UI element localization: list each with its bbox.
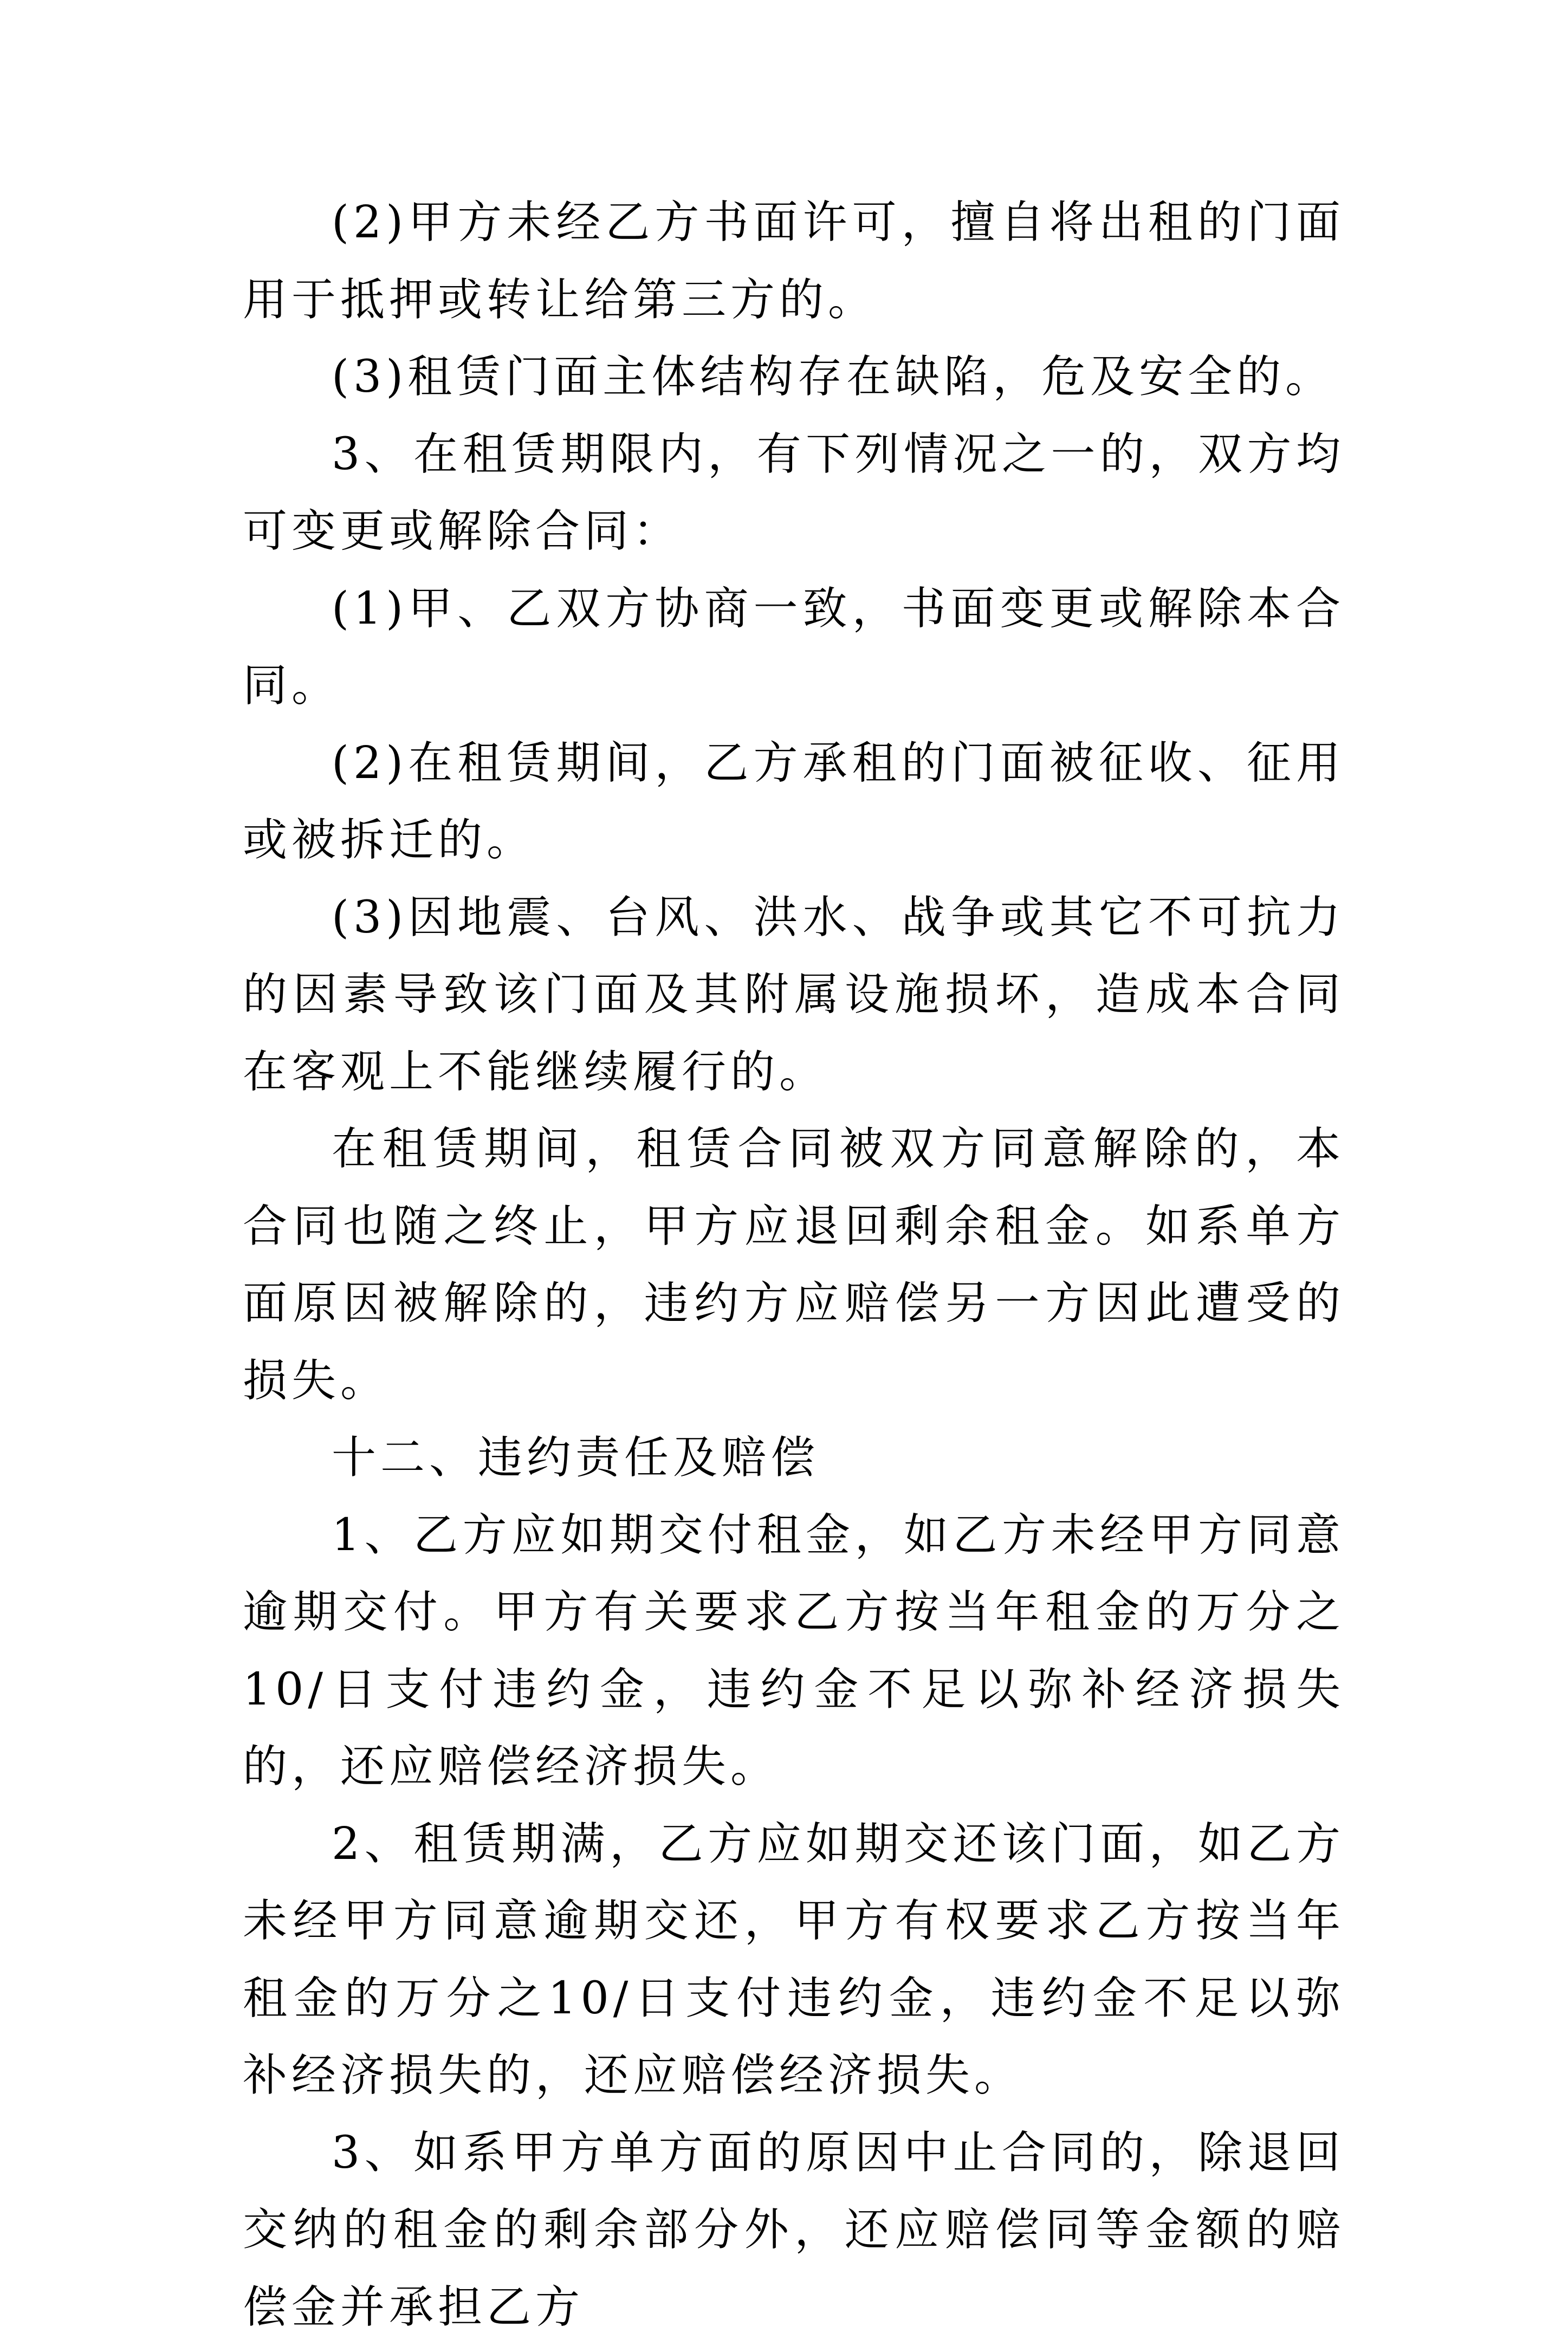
paragraph-3: 3、在租赁期限内，有下列情况之一的，双方均可变更或解除合同： [243,416,1345,571]
paragraph-2-2: (2)甲方未经乙方书面许可，擅自将出租的门面用于抵押或转让给第三方的。 [243,184,1345,339]
document-body [243,184,1345,2346]
paragraph-termination-note: 在租赁期间，租赁合同被双方同意解除的，本合同也随之终止，甲方应退回剩余租金。如系单方面原因被解除的，违约方应赔偿另一方因此遭受的损失。 [243,1111,1345,1420]
paragraph-3-2: (2)在租赁期间，乙方承租的门面被征收、征用或被拆迁的。 [243,725,1345,879]
paragraph-3-3: (3)因地震、台风、洪水、战争或其它不可抗力的因素导致该门面及其附属设施损坏，造成本合同在客观上不能继续履行的。 [243,879,1345,1111]
paragraph-2-3: (3)租赁门面主体结构存在缺陷，危及安全的。 [243,339,1345,416]
paragraph-12-3: 3、如系甲方单方面的原因中止合同的，除退回交纳的租金的剩余部分外，还应赔偿同等金额的赔偿金并承担乙方 [243,2115,1345,2346]
paragraph-3-1: (1)甲、乙双方协商一致，书面变更或解除本合同。 [243,571,1345,725]
section-heading-12: 十二、违约责任及赔偿 [243,1420,1345,1497]
paragraph-12-2: 2、租赁期满，乙方应如期交还该门面，如乙方未经甲方同意逾期交还，甲方有权要求乙方按当年租金的万分之10/日支付违约金，违约金不足以弥补经济损失的，还应赔偿经济损失。 [243,1806,1345,2115]
paragraph-12-1: 1、乙方应如期交付租金，如乙方未经甲方同意逾期交付。甲方有关要求乙方按当年租金的万分之10/日支付违约金，违约金不足以弥补经济损失的，还应赔偿经济损失。 [243,1497,1345,1806]
